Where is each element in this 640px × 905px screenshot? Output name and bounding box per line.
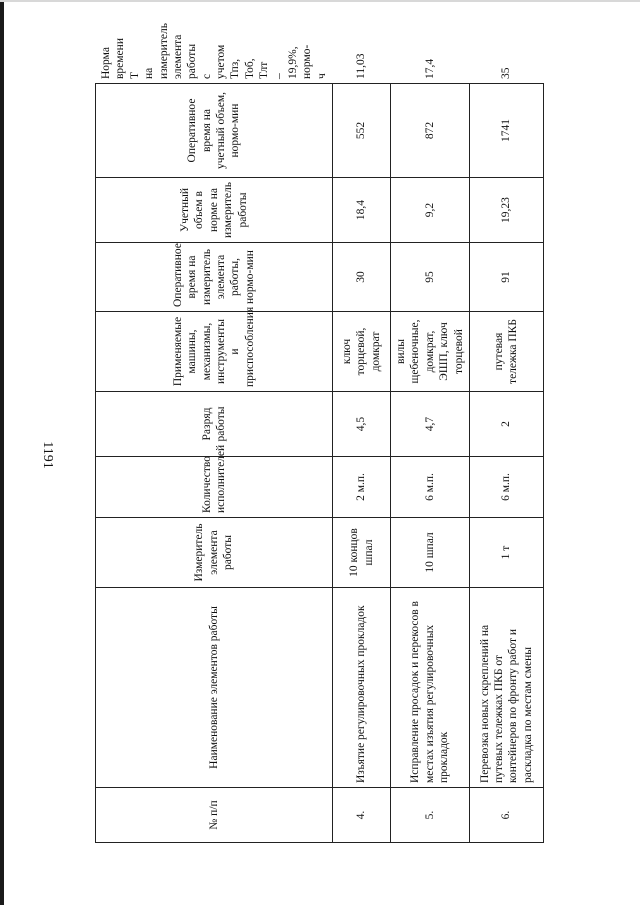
header-num: № п/п [96, 788, 333, 843]
header-tools: Применяемые машины, механизмы, инструменты и приспособления [96, 312, 333, 392]
cell-grade: 4,7 [391, 392, 470, 457]
norms-table [95, 23, 544, 843]
cell-op-time: 91 [469, 243, 543, 312]
cell-meter: 1 т [469, 518, 543, 588]
cell-workers: 2 м.п. [333, 457, 391, 518]
cell-tools: ключ торцевой, домкрат [333, 312, 391, 392]
cell-op-time: 95 [391, 243, 470, 312]
cell-num: 4. [333, 788, 391, 843]
page-number-text: 1191 [40, 441, 55, 469]
cell-tools: вилы щебеночные, домкрат, ЭШП, ключ торцевой [391, 312, 470, 392]
header-volume: Учетный объем в норме на измеритель работы [96, 178, 333, 243]
cell-name: Изъятие регулировочных прокладок [333, 588, 391, 788]
cell-volume: 9,2 [391, 178, 470, 243]
table-row: 4. Изъятие регулировочных прокладок 10 концов шпал 2 м.п. 4,5 ключ торцевой, домкрат 30 18,4 552 11,03 [333, 84, 391, 843]
header-name: Наименование элементов работы [96, 588, 333, 788]
header-grade: Разряд работы [96, 392, 333, 457]
cell-volume: 19,23 [469, 178, 543, 243]
cell-grade: 4,5 [333, 392, 391, 457]
table-wrapper [95, 23, 534, 843]
cell-num: 6. [469, 788, 543, 843]
cell-name: Исправление просадок и перекосов в местах изъятия регулировочных прокладок [391, 588, 470, 788]
cell-grade: 2 [469, 392, 543, 457]
header-meter: Измеритель элемента работы [96, 518, 333, 588]
header-op-time: Оперативное время на измеритель элемента работы, нормо-мин [96, 243, 333, 312]
header-op-time-volume: Оперативное время на учетный объем, нормо-мин [96, 84, 333, 178]
cell-op-time: 30 [333, 243, 391, 312]
table-row: 6. Перевозка новых скреплений на путевых тележках ПКБ от контейнеров по фронту работ и раскладка по местам смены 1 т 6 м.п. 2 путевая тележка ПКБ 91 19,23 1741 35 [469, 84, 543, 843]
table-row: 5. Исправление просадок и перекосов в местах изъятия регулировочных прокладок 10 шпал 6 м.п. 4,7 вилы щебеночные, домкрат, ЭШП, ключ торцевой 95 9,2 872 17,4 [391, 84, 470, 843]
cell-tools: путевая тележка ПКБ [469, 312, 543, 392]
scan-edge [0, 0, 4, 905]
table-header-row: № п/п Наименование элементов работы Измеритель элемента работы Количество исполнителей Разряд работы Применяемые машины, механизмы, инструменты и приспособления Оперативное время на измеритель элемента работы, нормо-мин Учетный объем в норме на измеритель работы Оперативное время на учетный объем, нормо-мин Норма времени Т на измеритель элемента работы с учетом Тпз, Тоб, Тлт – 19,9%, нормо-ч [96, 84, 333, 843]
cell-workers: 6 м.п. [469, 457, 543, 518]
cell-op-time-volume: 552 [333, 84, 391, 178]
cell-num: 5. [391, 788, 470, 843]
cell-meter: 10 шпал [391, 518, 470, 588]
cell-meter: 10 концов шпал [333, 518, 391, 588]
cell-name: Перевозка новых скреплений на путевых тележках ПКБ от контейнеров по фронту работ и раскладка по местам смены [469, 588, 543, 788]
scan-top-edge [0, 0, 640, 2]
header-workers: Количество исполнителей [96, 457, 333, 518]
cell-op-time-volume: 872 [391, 84, 470, 178]
cell-op-time-volume: 1741 [469, 84, 543, 178]
cell-workers: 6 м.п. [391, 457, 470, 518]
page-number [39, 440, 55, 470]
cell-volume: 18,4 [333, 178, 391, 243]
